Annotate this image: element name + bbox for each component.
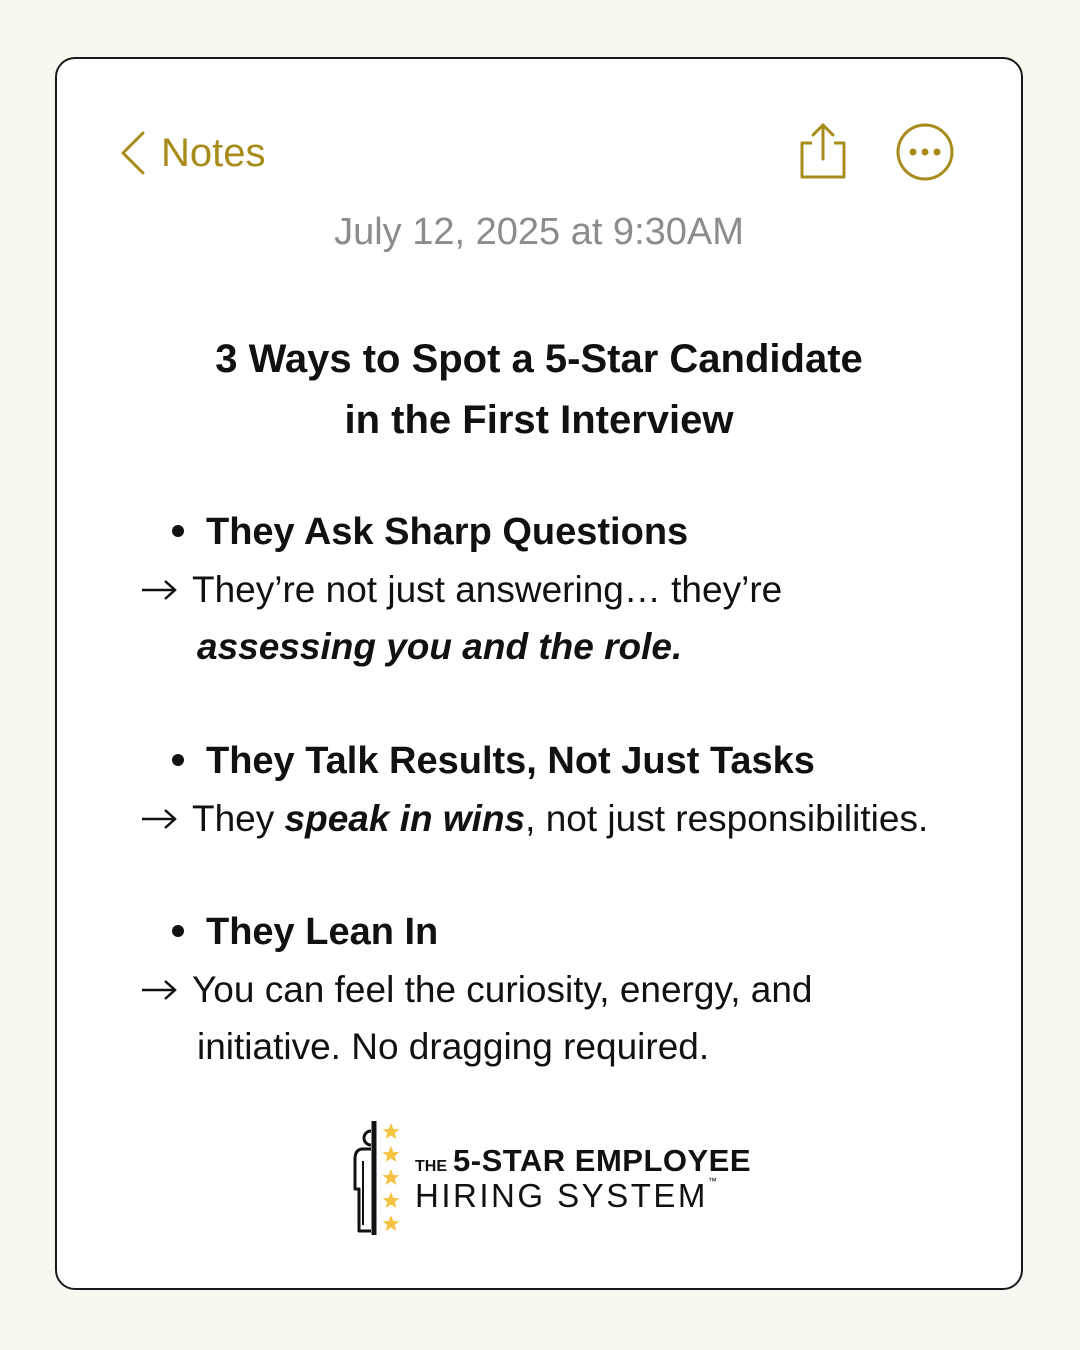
note-title-line2: in the First Interview <box>344 398 734 442</box>
note-title-line1: 3 Ways to Spot a 5-Star Candidate <box>215 337 863 381</box>
note-date: July 12, 2025 at 9:30AM <box>334 211 744 253</box>
bullet-heading: They Ask Sharp Questions <box>172 509 688 555</box>
item-detail: They’re not just answering… they’re <box>192 569 783 610</box>
bullet-heading: They Lean In <box>172 909 438 955</box>
item-detail: They speak in wins, not just responsibilities. <box>192 798 929 839</box>
arrow-right-icon <box>139 975 179 1005</box>
item-detail-emphasis: speak in wins <box>284 798 526 839</box>
bullet-dot <box>172 925 184 937</box>
person-stars-icon <box>347 1119 409 1239</box>
item-detail-emphasis: assessing you and the role. <box>197 626 683 667</box>
item-detail: You can feel the curiosity, energy, and <box>192 969 813 1010</box>
bullet-heading: They Talk Results, Not Just Tasks <box>172 738 815 784</box>
brand-logo <box>347 1119 752 1239</box>
arrow-right-icon <box>139 804 179 834</box>
logo-text-line1: THE 5-STAR EMPLOYEE <box>415 1143 752 1178</box>
note-card <box>55 57 1023 1290</box>
chevron-left-icon <box>119 129 147 177</box>
logo-text-line2: HIRING SYSTEM™ <box>415 1176 717 1214</box>
back-to-notes-button[interactable] <box>119 127 266 179</box>
back-label: Notes <box>161 131 266 175</box>
note-title <box>57 329 1021 451</box>
bullet-dot <box>172 525 184 537</box>
bullet-dot <box>172 754 184 766</box>
share-icon[interactable] <box>798 121 848 181</box>
item-detail-continued: initiative. No dragging required. <box>197 1026 710 1067</box>
arrow-right-icon <box>139 575 179 605</box>
more-circle-icon[interactable] <box>895 122 955 182</box>
